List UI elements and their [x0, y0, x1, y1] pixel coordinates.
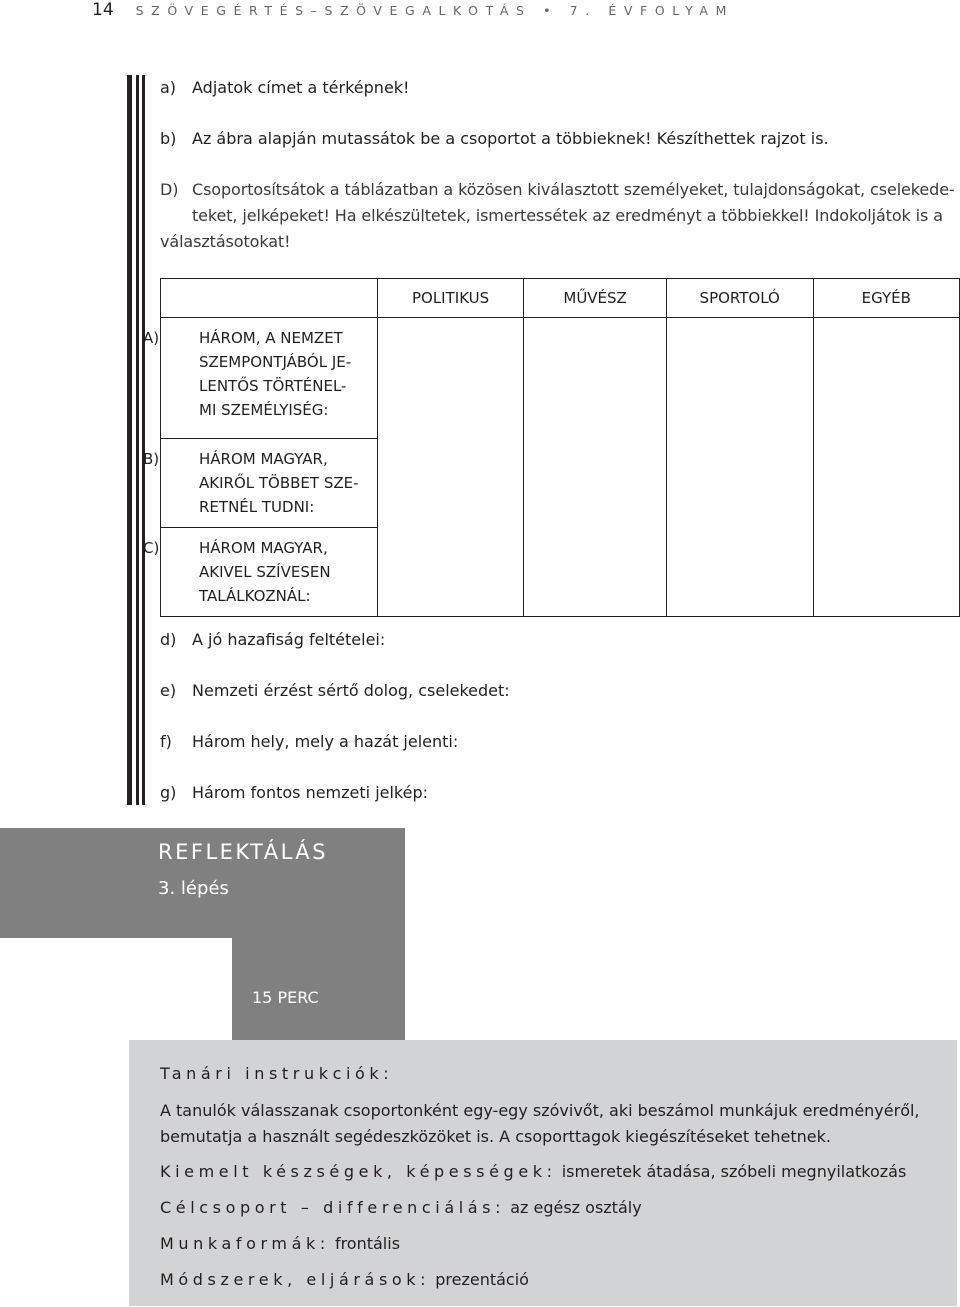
target-line [160, 1195, 950, 1221]
column-header: SPORTOLÓ [666, 279, 813, 318]
target-value: az egész osztály [510, 1198, 642, 1217]
task-marker: a) [160, 78, 177, 97]
row-label-line: AKIVEL SZÍVESEN [199, 563, 331, 581]
row-label [143, 528, 378, 617]
table-cell-politikus[interactable] [377, 318, 524, 617]
task-marker: D) [160, 180, 179, 199]
task-text-line: választásotokat! [160, 232, 291, 251]
row-label-line: AKIRŐL TÖBBET SZE- [199, 474, 359, 492]
task-marker: b) [160, 129, 177, 148]
row-marker: A) [143, 329, 160, 347]
row-label [143, 318, 378, 439]
column-header: MŰVÉSZ [524, 279, 667, 318]
table-header-row [161, 279, 960, 318]
table-cell-muvesz[interactable] [524, 318, 667, 617]
section-step: 3. lépés [158, 878, 229, 899]
task-text-line: teket, jelképeket! Ha elkészültetek, ismertessétek az eredményt a többiekkel! Indokoljátok is a [192, 206, 943, 225]
row-label-line: MI SZEMÉLYISÉG: [199, 401, 329, 419]
task-text: Három hely, mely a hazát jelenti: [192, 732, 459, 751]
page-number: 14 [92, 0, 114, 20]
task-text: Adjatok címet a térképnek! [192, 78, 410, 97]
table-row [161, 318, 960, 439]
row-label [143, 439, 378, 528]
row-label-line: HÁROM MAGYAR, [199, 450, 328, 468]
row-label-line: LENTŐS TÖRTÉNEL- [199, 377, 347, 395]
instructions-body-line: A tanulók válasszanak csoportonként egy-egy szóvivőt, aki beszámol munkájuk eredményéről, [160, 1101, 920, 1120]
skills-label: Kiemelt készségek, képességek: [160, 1162, 557, 1181]
row-marker: C) [143, 539, 160, 557]
task-marker: d) [160, 630, 177, 649]
task-D [160, 177, 960, 255]
task-f [160, 729, 960, 755]
row-label-line: HÁROM MAGYAR, [199, 539, 328, 557]
workform-label: Munkaformák: [160, 1234, 330, 1253]
method-value: prezentáció [435, 1270, 529, 1289]
task-marker: f) [160, 732, 172, 751]
running-title: SZÖVEGÉRTÉS–SZÖVEGALKOTÁS • 7. ÉVFOLYAM [135, 2, 734, 18]
section-title: REFLEKTÁLÁS [158, 840, 328, 864]
page-header [92, 0, 734, 20]
task-text: A jó hazafiság feltételei: [192, 630, 386, 649]
table-cell-egyeb[interactable] [813, 318, 959, 617]
target-label: Célcsoport – differenciálás: [160, 1198, 506, 1217]
row-marker: B) [143, 450, 160, 468]
row-label-line: SZEMPONTJÁBÓL JE- [199, 353, 352, 371]
column-header: EGYÉB [813, 279, 959, 318]
instructions-body [160, 1098, 950, 1150]
margin-bar [127, 75, 132, 805]
task-text-line: Csoportosítsátok a táblázatban a közösen kiválasztott személyeket, tulajdonságokat, cselekede- [192, 180, 955, 199]
method-label: Módszerek, eljárások: [160, 1270, 431, 1289]
method-line [160, 1267, 950, 1293]
task-text: Nemzeti érzést sértő dolog, cselekedet: [192, 681, 510, 700]
instructions-heading: Tanári instrukciók: [160, 1064, 394, 1083]
task-text: Három fontos nemzeti jelkép: [192, 783, 429, 802]
skills-value: ismeretek átadása, szóbeli megnyilatkozás [561, 1162, 907, 1181]
table-cell-sportolo[interactable] [666, 318, 813, 617]
task-d [160, 627, 960, 653]
column-header: POLITIKUS [377, 279, 524, 318]
task-b [160, 126, 960, 152]
margin-bar [136, 75, 139, 805]
task-text: Az ábra alapján mutassátok be a csoportot a többieknek! Készíthettek rajzot is. [192, 129, 829, 148]
row-label-line: HÁROM, A NEMZET [199, 329, 343, 347]
table-corner-cell [161, 279, 378, 318]
margin-bar [142, 75, 145, 805]
task-marker: g) [160, 783, 177, 802]
workform-line [160, 1231, 950, 1257]
task-g [160, 780, 960, 806]
row-label-line: TALÁLKOZNÁL: [199, 587, 311, 605]
skills-line [160, 1159, 950, 1185]
task-e [160, 678, 960, 704]
instructions-body-line: bemutatja a használt segédeszközöket is. A csoporttagok kiegészítéseket tehetnek. [160, 1127, 831, 1146]
duration-label: 15 PERC [252, 988, 319, 1007]
row-label-line: RETNÉL TUDNI: [199, 498, 315, 516]
workform-value: frontális [334, 1234, 401, 1253]
task-a [160, 75, 960, 101]
decorative-margin-bars [127, 75, 147, 805]
task-marker: e) [160, 681, 177, 700]
grouping-table [143, 278, 960, 617]
